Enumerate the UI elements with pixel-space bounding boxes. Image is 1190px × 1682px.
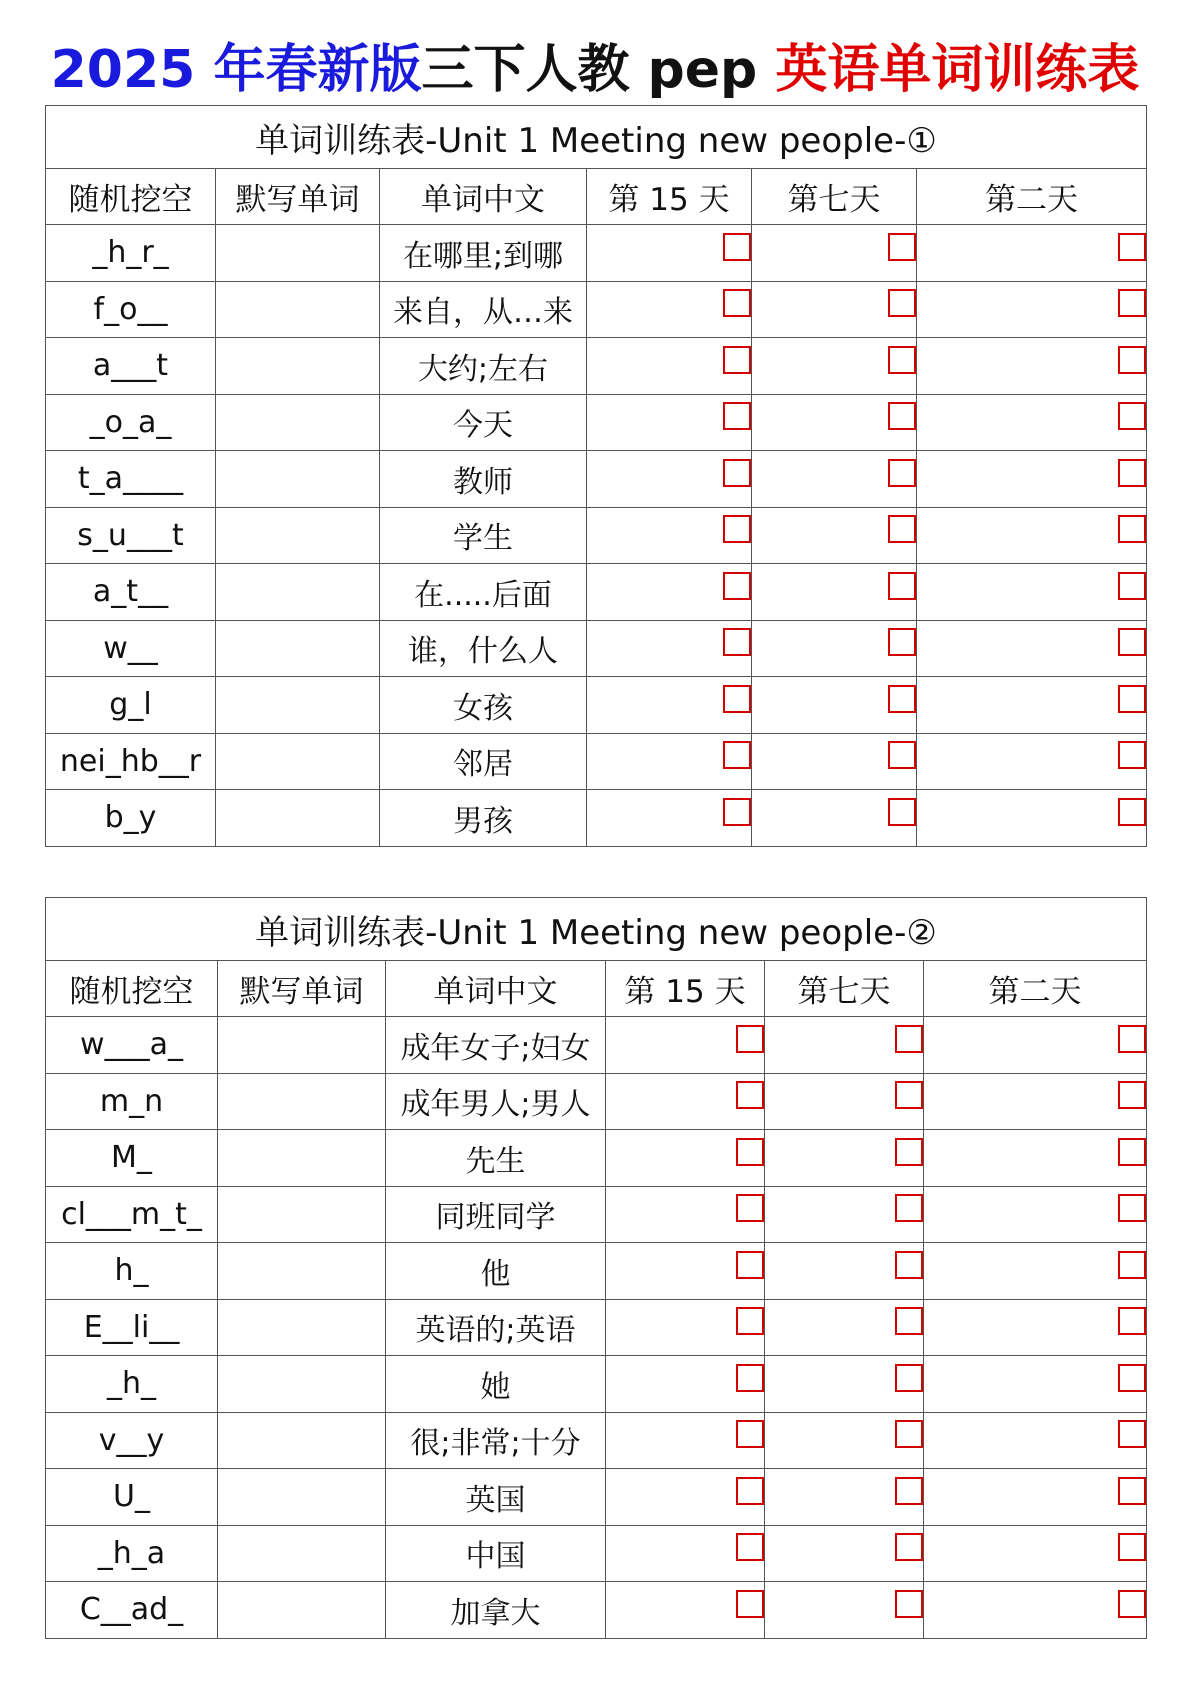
checkbox-icon[interactable] <box>888 572 916 600</box>
checkbox-icon[interactable] <box>895 1307 923 1335</box>
dictation-cell[interactable] <box>218 1243 386 1300</box>
column-header: 第 15 天 <box>587 169 752 225</box>
table-header-row <box>46 169 1147 225</box>
checkbox-icon[interactable] <box>736 1533 764 1561</box>
checkbox-cell-day2 <box>924 1469 1147 1526</box>
table-row <box>46 1073 1147 1130</box>
dictation-cell[interactable] <box>216 733 380 790</box>
checkbox-icon[interactable] <box>1118 1081 1146 1109</box>
title-part-grade: 三下人教 pep <box>421 40 776 100</box>
checkbox-icon[interactable] <box>888 798 916 826</box>
checkbox-icon[interactable] <box>736 1194 764 1222</box>
checkbox-icon[interactable] <box>723 741 751 769</box>
dictation-cell[interactable] <box>218 1525 386 1582</box>
checkbox-cell-day7 <box>752 507 917 564</box>
checkbox-icon[interactable] <box>723 515 751 543</box>
blank-word-cell: _o_a_ <box>46 394 216 451</box>
dictation-cell[interactable] <box>218 1412 386 1469</box>
table-row <box>46 1186 1147 1243</box>
table-row <box>46 1582 1147 1639</box>
checkbox-icon[interactable] <box>723 628 751 656</box>
checkbox-icon[interactable] <box>895 1533 923 1561</box>
checkbox-icon[interactable] <box>888 233 916 261</box>
checkbox-icon[interactable] <box>736 1307 764 1335</box>
checkbox-cell-day7 <box>765 1525 924 1582</box>
dictation-cell[interactable] <box>218 1017 386 1074</box>
dictation-cell[interactable] <box>218 1130 386 1187</box>
blank-word-cell: b_y <box>46 790 216 847</box>
checkbox-cell-day15 <box>606 1469 765 1526</box>
checkbox-icon[interactable] <box>1118 1477 1146 1505</box>
checkbox-cell-day7 <box>752 564 917 621</box>
checkbox-icon[interactable] <box>895 1081 923 1109</box>
table-row <box>46 1017 1147 1074</box>
dictation-cell[interactable] <box>218 1356 386 1413</box>
checkbox-cell-day15 <box>606 1186 765 1243</box>
table-row <box>46 1130 1147 1187</box>
chinese-meaning-cell: 男孩 <box>380 790 587 847</box>
checkbox-icon[interactable] <box>736 1477 764 1505</box>
column-header: 单词中文 <box>380 169 587 225</box>
checkbox-icon[interactable] <box>888 289 916 317</box>
checkbox-cell-day7 <box>765 1412 924 1469</box>
checkbox-icon[interactable] <box>895 1025 923 1053</box>
checkbox-icon[interactable] <box>888 402 916 430</box>
checkbox-cell-day7 <box>752 620 917 677</box>
checkbox-icon[interactable] <box>1118 233 1146 261</box>
checkbox-icon[interactable] <box>723 798 751 826</box>
checkbox-icon[interactable] <box>723 233 751 261</box>
blank-word-cell: E__li__ <box>46 1299 218 1356</box>
checkbox-icon[interactable] <box>1118 1194 1146 1222</box>
checkbox-cell-day15 <box>587 677 752 734</box>
dictation-cell[interactable] <box>218 1582 386 1639</box>
checkbox-cell-day7 <box>765 1243 924 1300</box>
checkbox-cell-day2 <box>917 733 1147 790</box>
chinese-meaning-cell: 女孩 <box>380 677 587 734</box>
checkbox-cell-day15 <box>606 1243 765 1300</box>
table-header-row <box>46 961 1147 1017</box>
checkbox-cell-day15 <box>587 394 752 451</box>
dictation-cell[interactable] <box>216 451 380 508</box>
checkbox-cell-day15 <box>587 451 752 508</box>
checkbox-icon[interactable] <box>1118 1420 1146 1448</box>
title-part-subject: 英语单词训练表 <box>775 40 1140 100</box>
checkbox-icon[interactable] <box>1118 1364 1146 1392</box>
table-row <box>46 620 1147 677</box>
chinese-meaning-cell: 英国 <box>386 1469 606 1526</box>
chinese-meaning-cell: 他 <box>386 1243 606 1300</box>
checkbox-cell-day2 <box>917 225 1147 282</box>
checkbox-icon[interactable] <box>723 346 751 374</box>
table-caption: 单词训练表-Unit 1 Meeting new people-① <box>46 106 1147 169</box>
checkbox-cell-day2 <box>917 677 1147 734</box>
checkbox-cell-day7 <box>752 790 917 847</box>
chinese-meaning-cell: 今天 <box>380 394 587 451</box>
blank-word-cell: cl___m_t_ <box>46 1186 218 1243</box>
checkbox-cell-day7 <box>765 1186 924 1243</box>
checkbox-icon[interactable] <box>895 1590 923 1618</box>
table-row <box>46 1356 1147 1413</box>
dictation-cell[interactable] <box>216 338 380 395</box>
checkbox-cell-day2 <box>924 1412 1147 1469</box>
chinese-meaning-cell: 谁，什么人 <box>380 620 587 677</box>
checkbox-cell-day2 <box>917 620 1147 677</box>
checkbox-icon[interactable] <box>1118 798 1146 826</box>
checkbox-cell-day2 <box>924 1525 1147 1582</box>
checkbox-cell-day15 <box>606 1356 765 1413</box>
checkbox-cell-day7 <box>752 338 917 395</box>
chinese-meaning-cell: 先生 <box>386 1130 606 1187</box>
chinese-meaning-cell: 教师 <box>380 451 587 508</box>
column-header: 第二天 <box>917 169 1147 225</box>
dictation-cell[interactable] <box>218 1469 386 1526</box>
blank-word-cell: _h_r_ <box>46 225 216 282</box>
checkbox-cell-day15 <box>587 733 752 790</box>
checkbox-icon[interactable] <box>1118 685 1146 713</box>
checkbox-cell-day2 <box>917 394 1147 451</box>
title-part-year: 2025 年春新版 <box>50 40 422 100</box>
checkbox-icon[interactable] <box>1118 515 1146 543</box>
page-title <box>0 30 1190 110</box>
chinese-meaning-cell: 很;非常;十分 <box>386 1412 606 1469</box>
chinese-meaning-cell: 中国 <box>386 1525 606 1582</box>
checkbox-icon[interactable] <box>1118 1251 1146 1279</box>
chinese-meaning-cell: 来自，从…来 <box>380 281 587 338</box>
dictation-cell[interactable] <box>216 225 380 282</box>
checkbox-cell-day2 <box>917 564 1147 621</box>
checkbox-icon[interactable] <box>723 289 751 317</box>
checkbox-icon[interactable] <box>736 1081 764 1109</box>
checkbox-icon[interactable] <box>736 1364 764 1392</box>
checkbox-cell-day15 <box>587 338 752 395</box>
checkbox-cell-day15 <box>587 564 752 621</box>
checkbox-cell-day15 <box>606 1525 765 1582</box>
checkbox-icon[interactable] <box>888 459 916 487</box>
checkbox-cell-day2 <box>924 1356 1147 1413</box>
table-row <box>46 733 1147 790</box>
table-caption: 单词训练表-Unit 1 Meeting new people-② <box>46 898 1147 961</box>
checkbox-cell-day7 <box>765 1582 924 1639</box>
table-row <box>46 1525 1147 1582</box>
chinese-meaning-cell: 邻居 <box>380 733 587 790</box>
checkbox-icon[interactable] <box>888 628 916 656</box>
dictation-cell[interactable] <box>218 1299 386 1356</box>
checkbox-icon[interactable] <box>1118 402 1146 430</box>
checkbox-icon[interactable] <box>888 346 916 374</box>
checkbox-cell-day15 <box>587 507 752 564</box>
checkbox-icon[interactable] <box>736 1420 764 1448</box>
blank-word-cell: M_ <box>46 1130 218 1187</box>
table-row <box>46 507 1147 564</box>
dictation-cell[interactable] <box>218 1073 386 1130</box>
chinese-meaning-cell: 成年男人;男人 <box>386 1073 606 1130</box>
table-row <box>46 1299 1147 1356</box>
checkbox-icon[interactable] <box>1118 1533 1146 1561</box>
checkbox-icon[interactable] <box>1118 1590 1146 1618</box>
checkbox-cell-day15 <box>606 1582 765 1639</box>
checkbox-icon[interactable] <box>736 1025 764 1053</box>
checkbox-cell-day7 <box>752 225 917 282</box>
checkbox-cell-day7 <box>765 1356 924 1413</box>
blank-word-cell: m_n <box>46 1073 218 1130</box>
dictation-cell[interactable] <box>218 1186 386 1243</box>
checkbox-icon[interactable] <box>895 1420 923 1448</box>
blank-word-cell: v__y <box>46 1412 218 1469</box>
checkbox-icon[interactable] <box>1118 346 1146 374</box>
table-row <box>46 790 1147 847</box>
checkbox-icon[interactable] <box>1118 1138 1146 1166</box>
checkbox-cell-day15 <box>606 1412 765 1469</box>
checkbox-cell-day2 <box>917 338 1147 395</box>
dictation-cell[interactable] <box>216 677 380 734</box>
blank-word-cell: U_ <box>46 1469 218 1526</box>
checkbox-cell-day15 <box>606 1130 765 1187</box>
checkbox-cell-day7 <box>765 1017 924 1074</box>
checkbox-cell-day7 <box>752 281 917 338</box>
blank-word-cell: a_t__ <box>46 564 216 621</box>
checkbox-cell-day2 <box>917 507 1147 564</box>
checkbox-cell-day2 <box>924 1130 1147 1187</box>
column-header: 随机挖空 <box>46 169 216 225</box>
checkbox-icon[interactable] <box>736 1138 764 1166</box>
table-row <box>46 225 1147 282</box>
column-header: 第七天 <box>752 169 917 225</box>
checkbox-cell-day7 <box>752 451 917 508</box>
dictation-cell[interactable] <box>216 507 380 564</box>
blank-word-cell: h_ <box>46 1243 218 1300</box>
checkbox-cell-day2 <box>924 1017 1147 1074</box>
checkbox-icon[interactable] <box>723 572 751 600</box>
checkbox-cell-day7 <box>765 1299 924 1356</box>
table-row <box>46 394 1147 451</box>
blank-word-cell: g_l <box>46 677 216 734</box>
checkbox-icon[interactable] <box>1118 572 1146 600</box>
checkbox-cell-day7 <box>765 1130 924 1187</box>
word-table-1 <box>45 105 1147 847</box>
checkbox-cell-day2 <box>924 1073 1147 1130</box>
dictation-cell[interactable] <box>216 790 380 847</box>
table-row <box>46 281 1147 338</box>
column-header: 单词中文 <box>386 961 606 1017</box>
blank-word-cell: nei_hb__r <box>46 733 216 790</box>
checkbox-cell-day2 <box>917 790 1147 847</box>
column-header: 默写单词 <box>218 961 386 1017</box>
blank-word-cell: t_a____ <box>46 451 216 508</box>
checkbox-cell-day15 <box>587 790 752 847</box>
checkbox-cell-day2 <box>917 451 1147 508</box>
checkbox-icon[interactable] <box>723 685 751 713</box>
checkbox-cell-day15 <box>606 1299 765 1356</box>
blank-word-cell: a___t <box>46 338 216 395</box>
checkbox-cell-day7 <box>765 1469 924 1526</box>
dictation-cell[interactable] <box>216 620 380 677</box>
checkbox-cell-day15 <box>587 620 752 677</box>
table-row <box>46 564 1147 621</box>
checkbox-icon[interactable] <box>736 1251 764 1279</box>
table-row <box>46 1243 1147 1300</box>
chinese-meaning-cell: 英语的;英语 <box>386 1299 606 1356</box>
checkbox-icon[interactable] <box>1118 1025 1146 1053</box>
checkbox-cell-day2 <box>924 1243 1147 1300</box>
checkbox-icon[interactable] <box>1118 1307 1146 1335</box>
checkbox-icon[interactable] <box>895 1138 923 1166</box>
chinese-meaning-cell: 加拿大 <box>386 1582 606 1639</box>
checkbox-cell-day2 <box>924 1186 1147 1243</box>
checkbox-icon[interactable] <box>1118 459 1146 487</box>
checkbox-icon[interactable] <box>895 1364 923 1392</box>
checkbox-cell-day7 <box>752 733 917 790</box>
word-table-2 <box>45 897 1147 1639</box>
chinese-meaning-cell: 在.....后面 <box>380 564 587 621</box>
column-header: 随机挖空 <box>46 961 218 1017</box>
checkbox-cell-day2 <box>924 1299 1147 1356</box>
checkbox-icon[interactable] <box>888 741 916 769</box>
table-row <box>46 677 1147 734</box>
checkbox-cell-day7 <box>752 394 917 451</box>
blank-word-cell: C__ad_ <box>46 1582 218 1639</box>
checkbox-cell-day15 <box>587 225 752 282</box>
column-header: 第 15 天 <box>606 961 765 1017</box>
dictation-cell[interactable] <box>216 281 380 338</box>
chinese-meaning-cell: 同班同学 <box>386 1186 606 1243</box>
table-row <box>46 451 1147 508</box>
chinese-meaning-cell: 在哪里;到哪 <box>380 225 587 282</box>
checkbox-icon[interactable] <box>888 685 916 713</box>
dictation-cell[interactable] <box>216 564 380 621</box>
blank-word-cell: _h_ <box>46 1356 218 1413</box>
checkbox-icon[interactable] <box>895 1251 923 1279</box>
chinese-meaning-cell: 成年女子;妇女 <box>386 1017 606 1074</box>
dictation-cell[interactable] <box>216 394 380 451</box>
checkbox-icon[interactable] <box>888 515 916 543</box>
checkbox-icon[interactable] <box>1118 741 1146 769</box>
checkbox-icon[interactable] <box>723 402 751 430</box>
checkbox-icon[interactable] <box>723 459 751 487</box>
checkbox-icon[interactable] <box>1118 289 1146 317</box>
checkbox-icon[interactable] <box>1118 628 1146 656</box>
checkbox-cell-day2 <box>917 281 1147 338</box>
chinese-meaning-cell: 大约;左右 <box>380 338 587 395</box>
checkbox-cell-day15 <box>587 281 752 338</box>
blank-word-cell: w__ <box>46 620 216 677</box>
chinese-meaning-cell: 学生 <box>380 507 587 564</box>
checkbox-icon[interactable] <box>895 1194 923 1222</box>
checkbox-cell-day7 <box>752 677 917 734</box>
checkbox-icon[interactable] <box>736 1590 764 1618</box>
chinese-meaning-cell: 她 <box>386 1356 606 1413</box>
blank-word-cell: _h_a <box>46 1525 218 1582</box>
blank-word-cell: f_o__ <box>46 281 216 338</box>
table-row <box>46 1412 1147 1469</box>
table-row <box>46 338 1147 395</box>
blank-word-cell: s_u___t <box>46 507 216 564</box>
column-header: 第二天 <box>924 961 1147 1017</box>
checkbox-cell-day15 <box>606 1017 765 1074</box>
blank-word-cell: w___a_ <box>46 1017 218 1074</box>
checkbox-icon[interactable] <box>895 1477 923 1505</box>
column-header: 第七天 <box>765 961 924 1017</box>
checkbox-cell-day2 <box>924 1582 1147 1639</box>
table-row <box>46 1469 1147 1526</box>
column-header: 默写单词 <box>216 169 380 225</box>
checkbox-cell-day15 <box>606 1073 765 1130</box>
checkbox-cell-day7 <box>765 1073 924 1130</box>
